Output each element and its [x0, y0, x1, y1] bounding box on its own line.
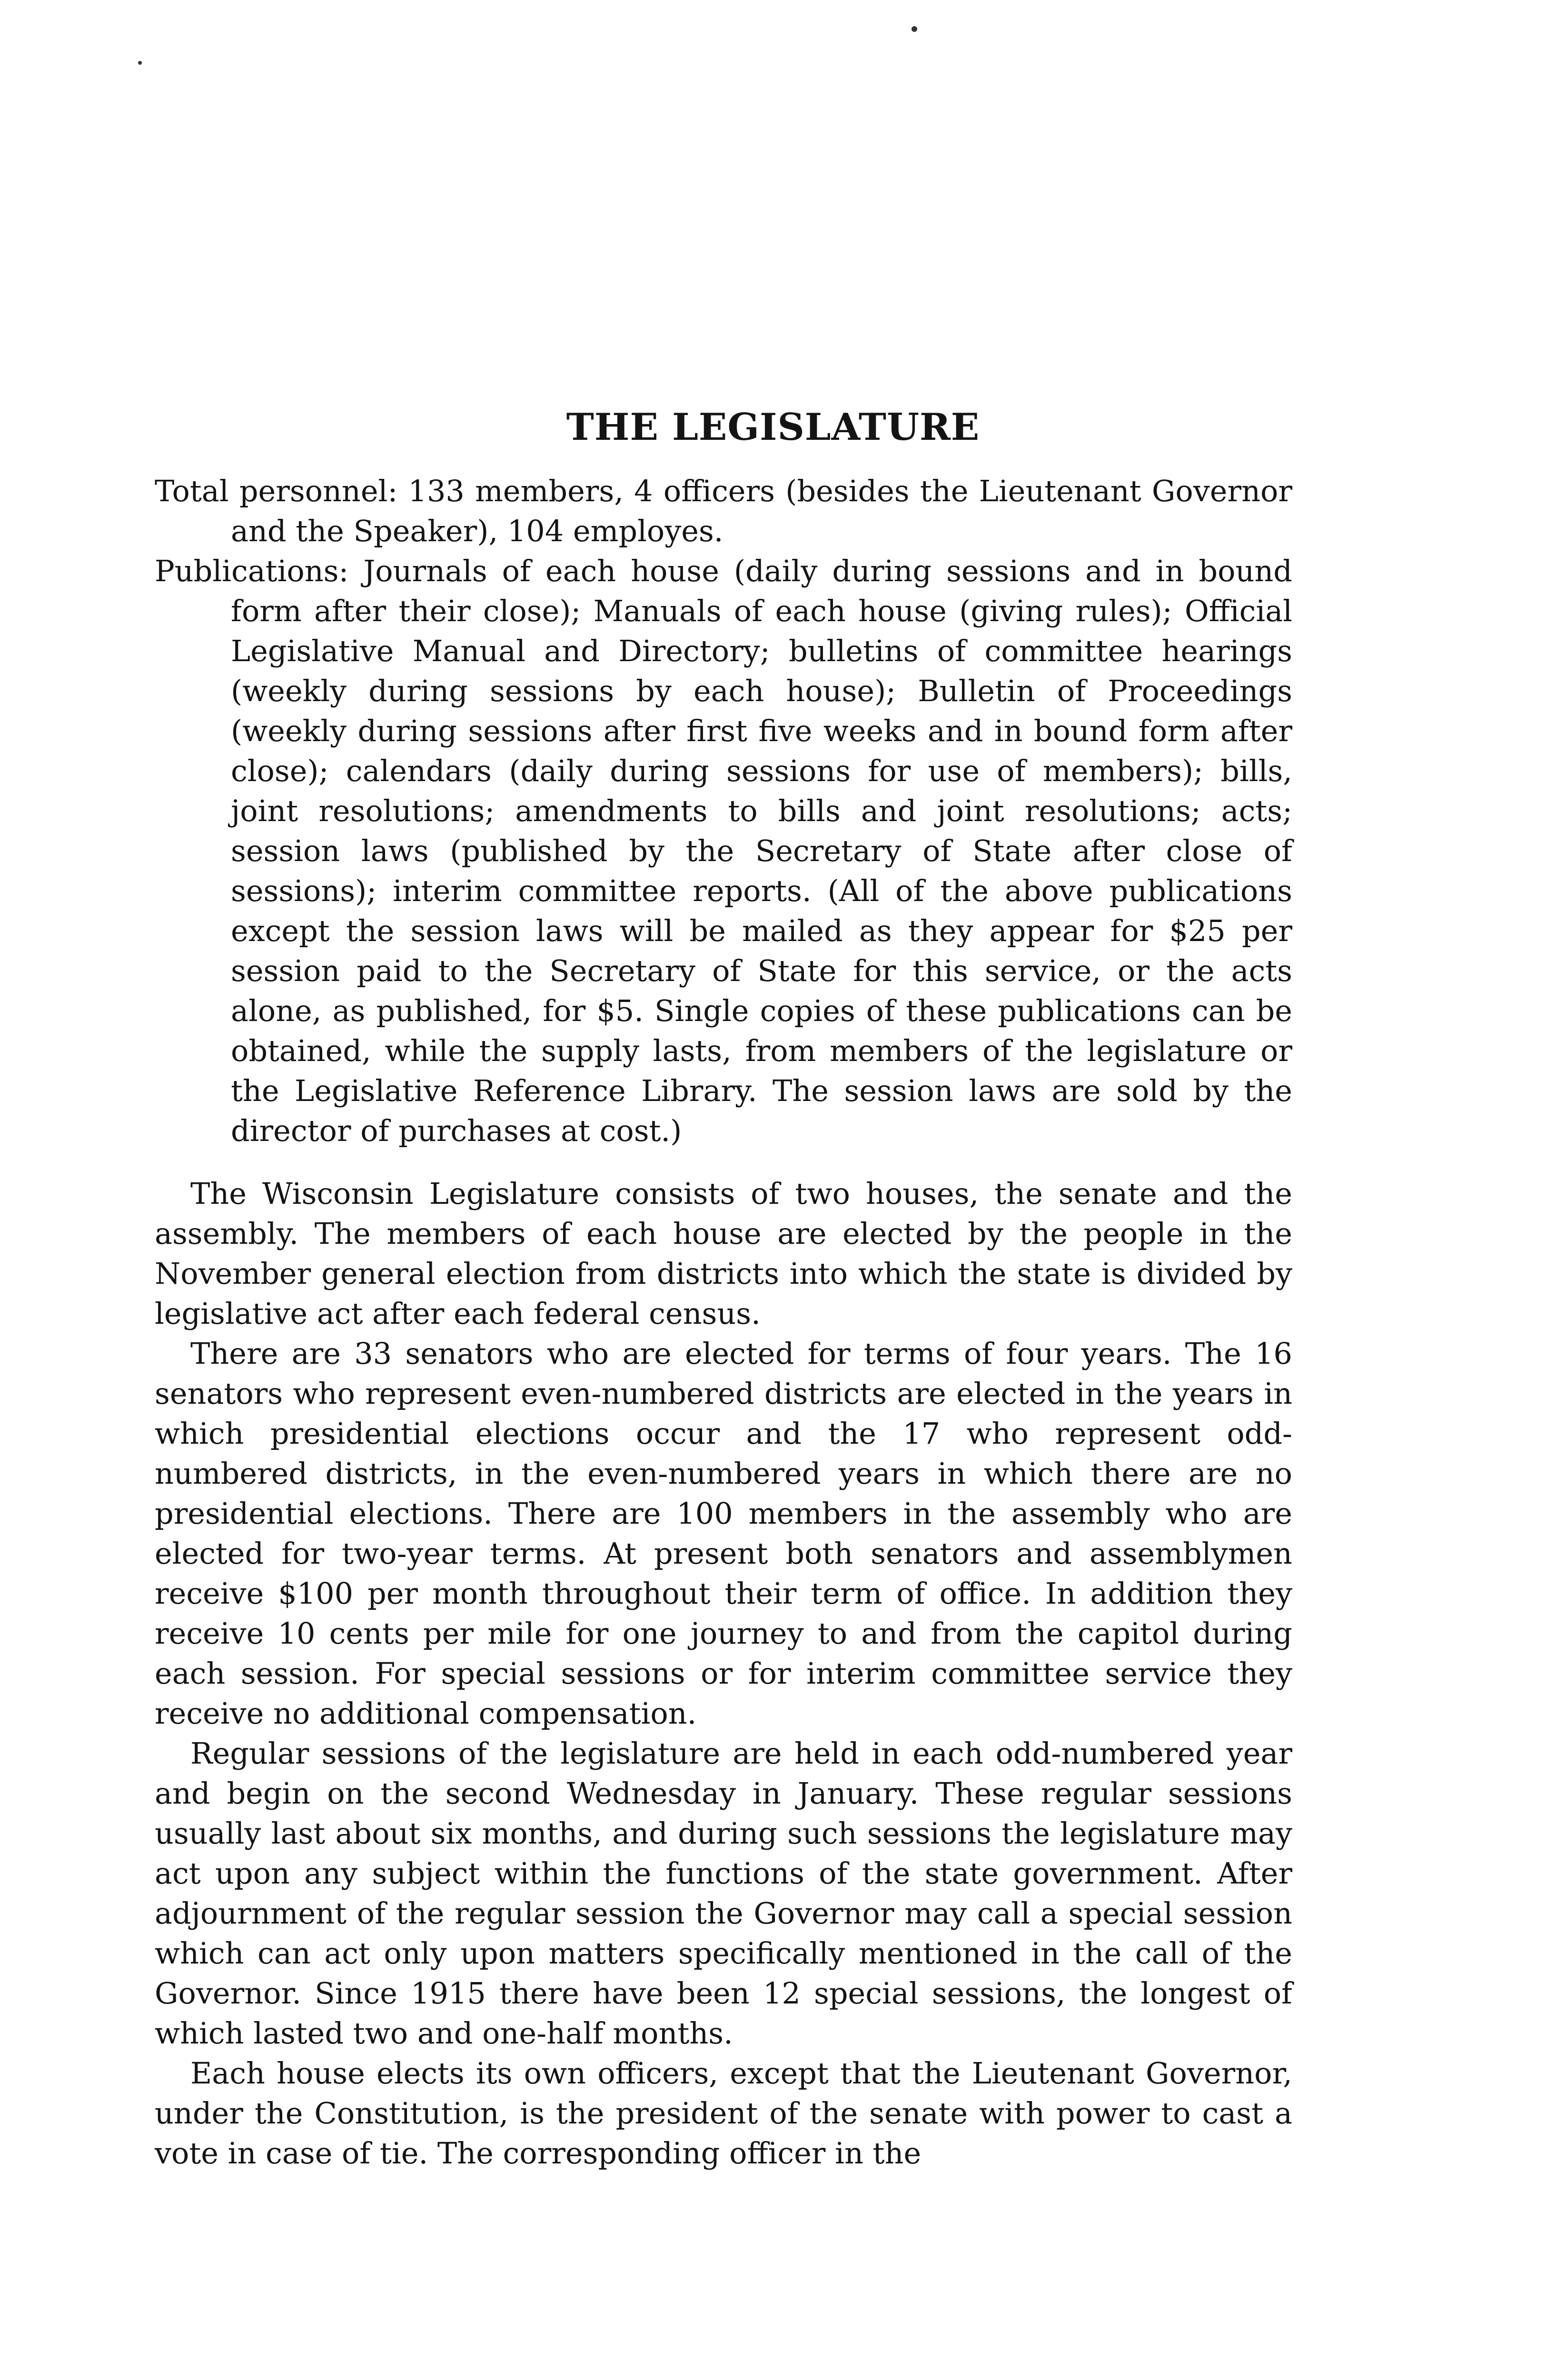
scan-speck [138, 61, 142, 65]
body-paragraph: Each house elects its own officers, except that the Lieutenant Governor, under the Constitution, is the president of the senate with power to cast a vote in case of tie. The corresponding officer in the [155, 2056, 1292, 2171]
body-paragraph: Regular sessions of the legislature are held in each odd-numbered year and begin on the second Wednesday in January. These regular sessions usually last about six months, and during such sessions the legislature may act upon any subject within the functions of the state government. After adjournment of the regular session the Governor may call a special session which can act only upon matters specifically mentioned in the call of the Governor. Since 1915 there have been 12 special sessions, the longest of which lasted two and one-half months. [155, 1736, 1292, 2051]
body-paragraph: The Wisconsin Legislature consists of two houses, the senate and the assembly. The members of each house are elected by the people in the November general election from districts into which the state is divided by legislative act after each federal census. [155, 1176, 1292, 1331]
page-body [155, 471, 1292, 2173]
section-gap [155, 1151, 1292, 1174]
personnel-entry: Total personnel: 133 members, 4 officers (besides the Lieutenant Governor and the Speaker), 104 employes. [155, 474, 1292, 548]
body-paragraph: There are 33 senators who are elected for terms of four years. The 16 senators who represent even-numbered districts are elected in the years in which presidential elections occur and the 17 who represent odd-numbered districts, in the even-numbered years in which there are no presidential elections. There are 100 members in the assembly who are elected for two-year terms. At present both senators and assemblymen receive $100 per month throughout their term of office. In addition they receive 10 cents per mile for one journey to and from the capitol during each session. For special sessions or for interim committee service they receive no additional compensation. [155, 1336, 1292, 1731]
page-title: THE LEGISLATURE [566, 406, 980, 449]
publications-entry: Publications: Journals of each house (daily during sessions and in bound form after their close); Manuals of each house (giving rules); Official Legislative Manual and Directory; bulletins of committee hearings (weekly during sessions by each house); Bulletin of Proceedings (weekly during sessions after first five weeks and in bound form after close); calendars (daily during sessions for use of members); bills, joint resolutions; amendments to bills and joint resolutions; acts; session laws (published by the Secretary of State after close of sessions); interim committee reports. (All of the above publications except the session laws will be mailed as they appear for $25 per session paid to the Secretary of State for this service, or the acts alone, as published, for $5. Single copies of these publications can be obtained, while the supply lasts, from members of the legislature or the Legislative Reference Library. The session laws are sold by the director of purchases at cost.) [155, 554, 1292, 1148]
scan-speck [912, 26, 917, 32]
